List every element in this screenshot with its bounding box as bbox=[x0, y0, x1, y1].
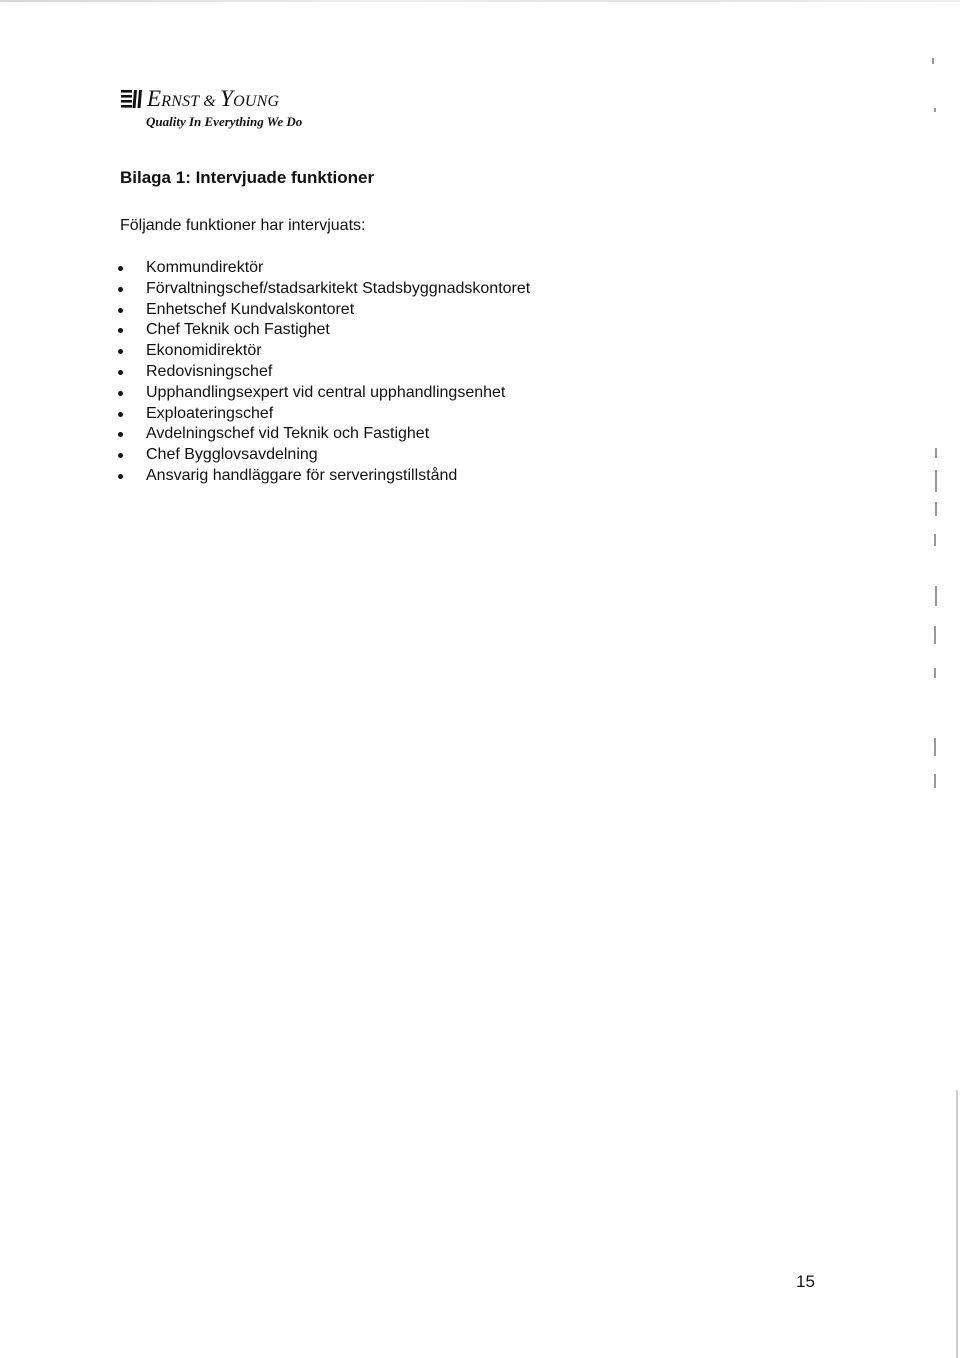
bullet-icon bbox=[118, 308, 123, 313]
list-item-text: Enhetschef Kundvalskontoret bbox=[146, 300, 355, 318]
scan-artifact-dots bbox=[928, 50, 940, 830]
interviewed-functions-list bbox=[108, 258, 530, 487]
list-item-text: Ansvarig handläggare för serveringstillstånd bbox=[146, 466, 458, 484]
bullet-icon bbox=[118, 287, 123, 292]
bullet-icon bbox=[118, 391, 123, 396]
list-item bbox=[108, 320, 530, 341]
list-item bbox=[108, 279, 530, 300]
page-title: Bilaga 1: Intervjuade funktioner bbox=[120, 168, 375, 187]
scan-edge-right bbox=[956, 1090, 958, 1358]
list-item-text: Upphandlingsexpert vid central upphandlingsenhet bbox=[146, 383, 506, 401]
bullet-icon bbox=[118, 453, 123, 458]
list-item bbox=[108, 383, 530, 404]
list-item bbox=[108, 404, 530, 425]
list-item-text: Kommundirektör bbox=[146, 259, 264, 276]
list-item bbox=[108, 445, 530, 466]
list-item-text: Chef Teknik och Fastighet bbox=[146, 321, 330, 339]
list-item bbox=[108, 362, 530, 383]
bullet-icon bbox=[118, 328, 123, 333]
list-item-text: Avdelningschef vid Teknik och Fastighet bbox=[146, 425, 430, 443]
bullet-icon bbox=[118, 412, 123, 417]
list-item-text: Ekonomidirektör bbox=[146, 342, 262, 360]
list-item-text: Chef Bygglovsavdelning bbox=[146, 446, 318, 464]
bullet-icon bbox=[118, 266, 123, 271]
ernst-young-logo-icon bbox=[120, 88, 144, 110]
list-item bbox=[108, 300, 530, 321]
brand-name: ERNST & YOUNG bbox=[147, 86, 280, 111]
bullet-icon bbox=[118, 349, 123, 354]
page-number: 15 bbox=[796, 1272, 815, 1291]
bullet-icon bbox=[118, 370, 123, 375]
list-item bbox=[108, 258, 530, 279]
list-item-text: Redovisningschef bbox=[146, 362, 273, 380]
company-logo bbox=[120, 84, 302, 130]
list-item bbox=[108, 466, 530, 487]
brand-tagline: Quality In Everything We Do bbox=[146, 114, 303, 129]
scan-edge-top bbox=[0, 0, 960, 2]
list-item bbox=[108, 341, 530, 362]
list-item-text: Exploateringschef bbox=[146, 404, 274, 422]
bullet-icon bbox=[118, 474, 123, 479]
bullet-icon bbox=[118, 432, 123, 437]
intro-text: Följande funktioner har intervjuats: bbox=[120, 217, 366, 234]
list-item-text: Förvaltningschef/stadsarkitekt Stadsbyggnadskontoret bbox=[146, 279, 531, 297]
list-item bbox=[108, 424, 530, 445]
